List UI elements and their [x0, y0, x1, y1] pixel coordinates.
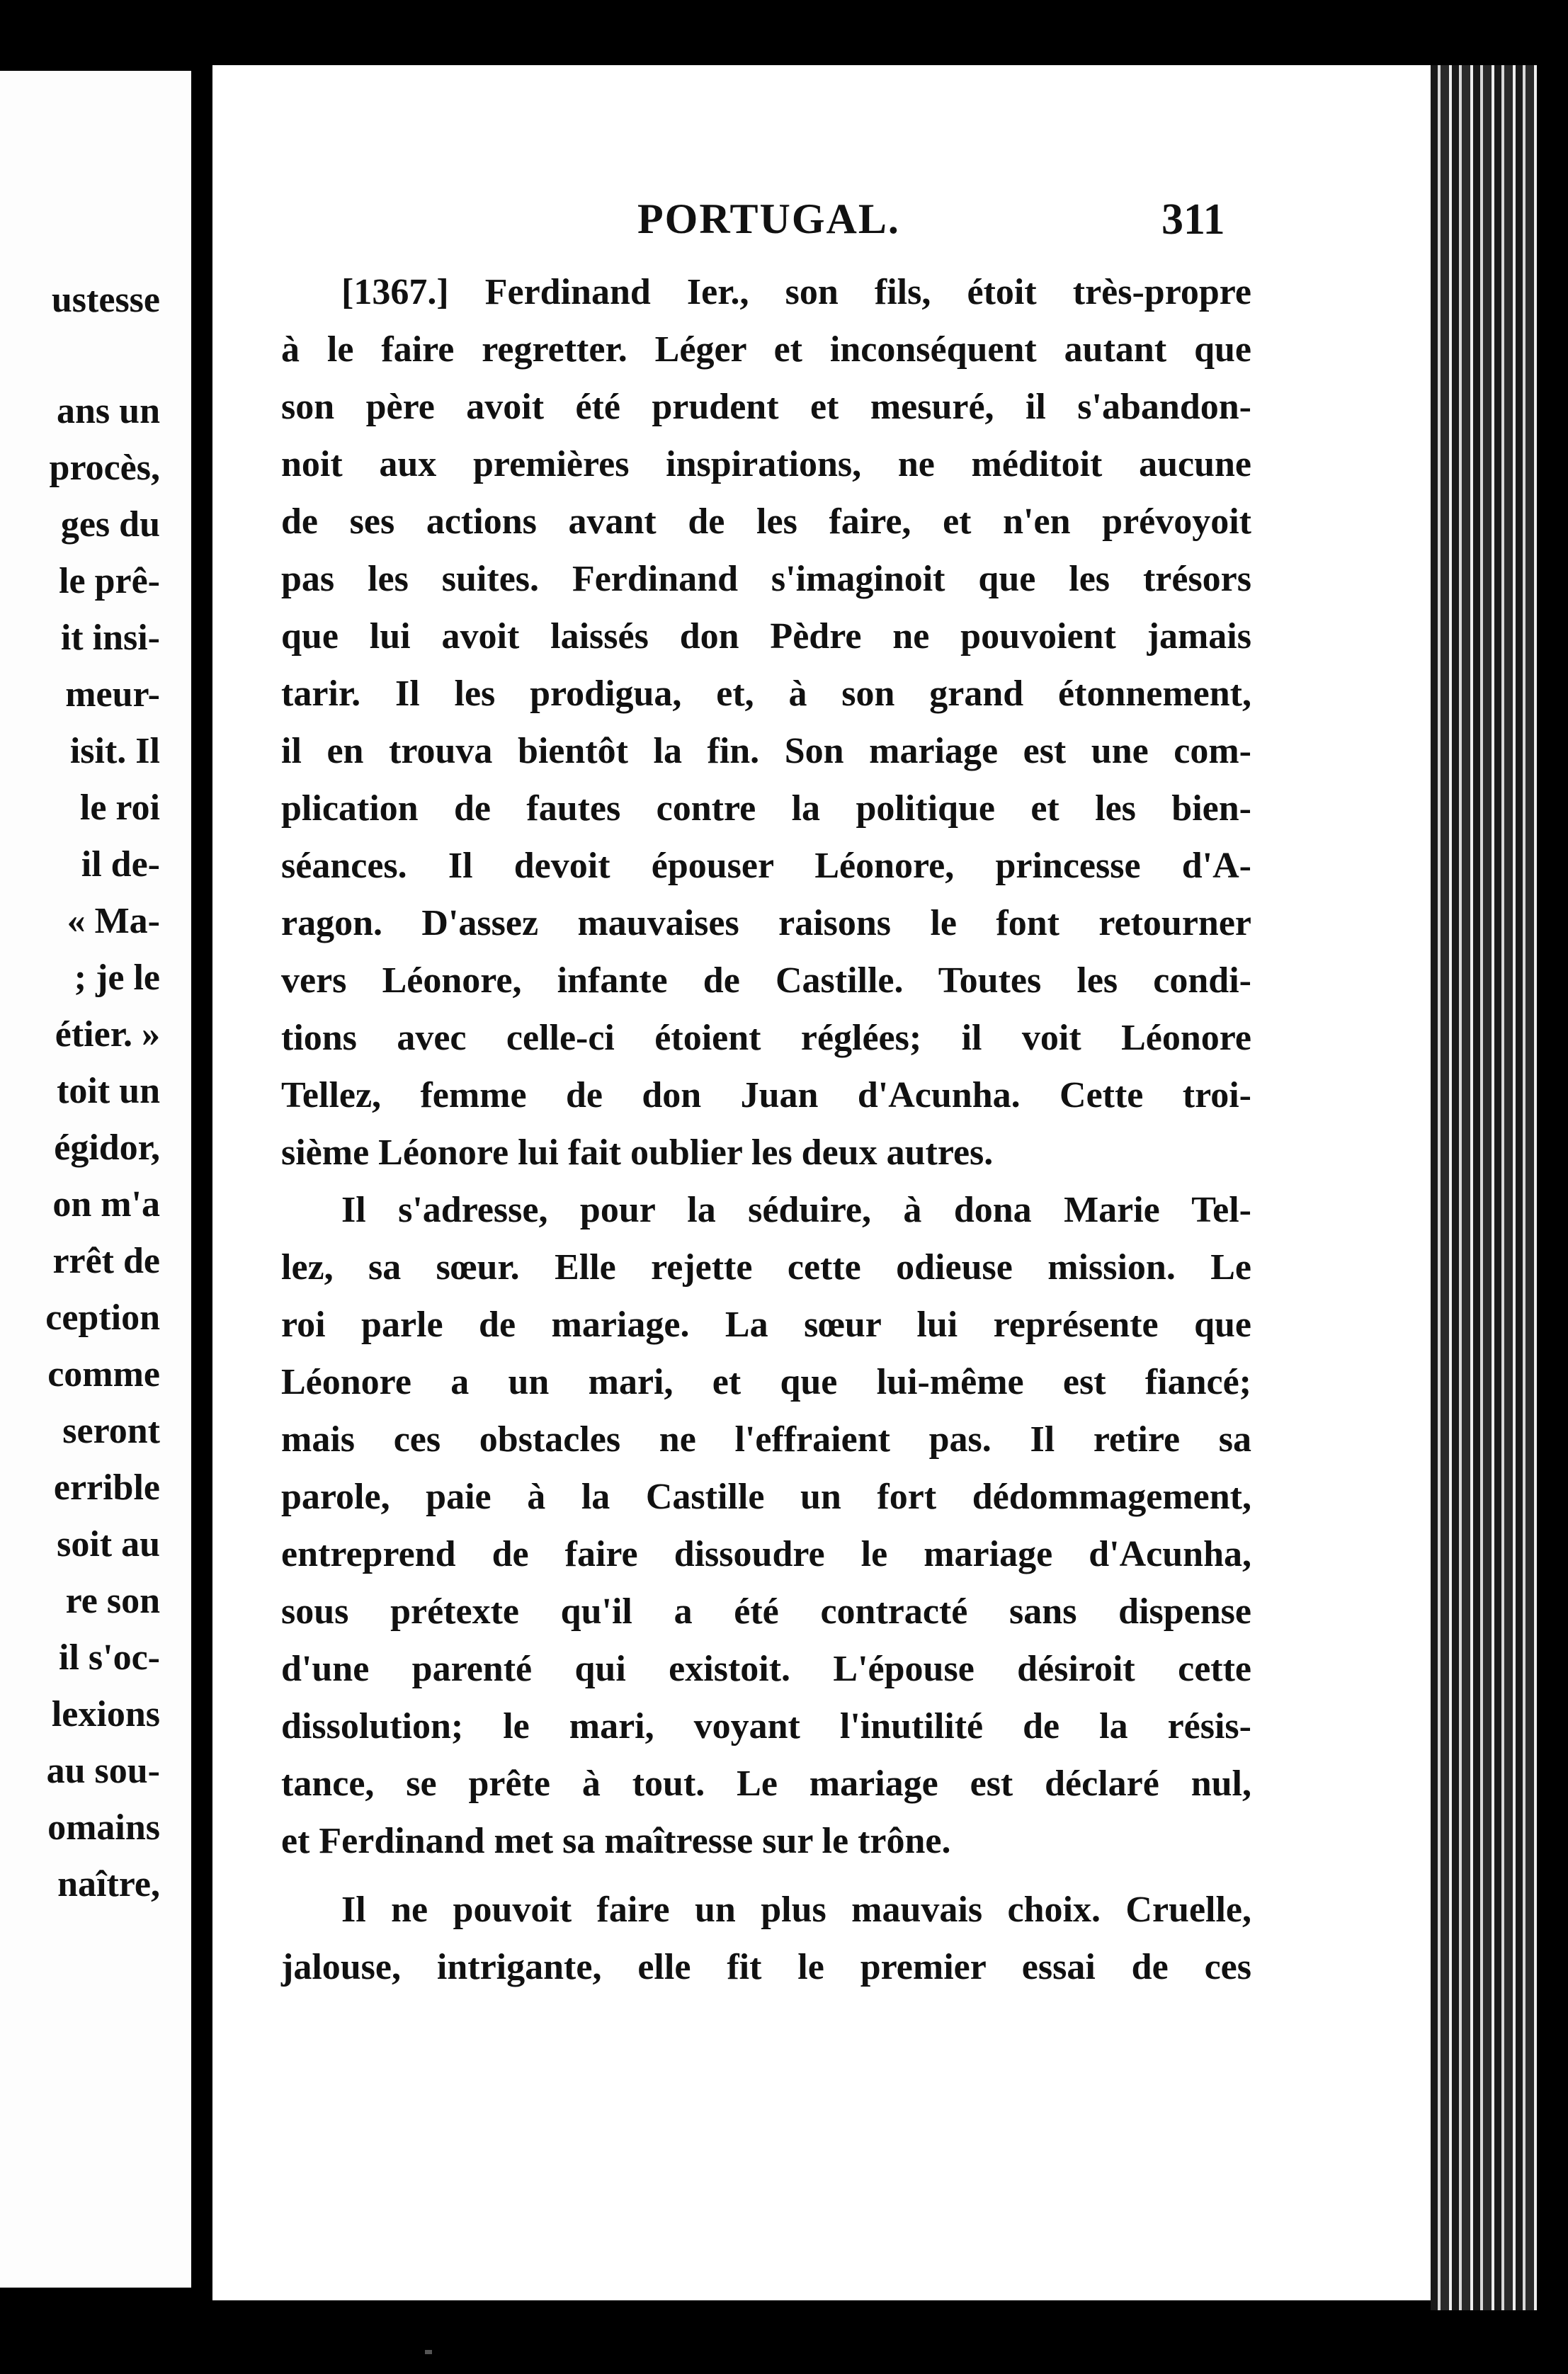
left-page-fragment: il s'oc-	[59, 1637, 160, 1678]
text-line: Il s'adresse, pour la séduire, à dona Marie Tel-	[341, 1190, 1251, 1230]
text-line: mais ces obstacles ne l'effraient pas. Il retire sa	[281, 1419, 1251, 1460]
left-page-fragment: naître,	[57, 1864, 160, 1904]
running-head: PORTUGAL.	[637, 195, 900, 242]
text-line: vers Léonore, infante de Castille. Toutes les condi-	[281, 960, 1251, 1001]
body-text	[281, 263, 1251, 1996]
left-page-fragment: procès,	[49, 448, 160, 488]
text-line: tarir. Il les prodigua, et, à son grand étonnement,	[281, 674, 1251, 714]
scan-speck	[425, 2350, 432, 2354]
text-line: Il ne pouvoit faire un plus mauvais choix. Cruelle,	[341, 1890, 1251, 1930]
paragraph	[281, 263, 1251, 1181]
left-page-fragment: le prê-	[59, 561, 160, 601]
left-page-fragment: ges du	[60, 504, 160, 545]
text-line: dissolution; le mari, voyant l'inutilité de la résis-	[281, 1706, 1251, 1747]
left-page-fragment: re son	[65, 1581, 160, 1621]
text-line: que lui avoit laissés don Pèdre ne pouvoient jamais	[281, 616, 1251, 657]
text-line: sième Léonore lui fait oublier les deux autres.	[281, 1132, 994, 1173]
text-line: plication de fautes contre la politique et les bien-	[281, 788, 1251, 829]
paragraph	[281, 1181, 1251, 1870]
left-page-fragment: le roi	[79, 788, 160, 828]
text-line: il en trouva bientôt la fin. Son mariage est une com-	[281, 731, 1251, 771]
text-line: parole, paie à la Castille un fort dédommagement,	[281, 1477, 1251, 1517]
left-page-fragment: toit un	[57, 1071, 160, 1111]
left-page-fragment: ception	[45, 1297, 160, 1338]
left-page-fragment: omains	[47, 1807, 160, 1848]
left-page-fragment: it insi-	[60, 618, 160, 658]
text-line: jalouse, intrigante, elle fit le premier essai de ces	[281, 1947, 1251, 1987]
text-line: [1367.] Ferdinand Ier., son fils, étoit très-propre	[341, 272, 1251, 312]
left-page-fragment: meur-	[65, 674, 160, 715]
text-line: d'une parenté qui existoit. L'épouse désiroit cette	[281, 1649, 1251, 1689]
book-gutter	[191, 57, 212, 2302]
left-page-fragment: ustesse	[51, 280, 160, 320]
text-line: séances. Il devoit épouser Léonore, princesse d'A-	[281, 846, 1251, 886]
text-line: roi parle de mariage. La sœur lui représente que	[281, 1305, 1251, 1345]
left-page-fragment: on m'a	[52, 1184, 160, 1225]
left-page-fragment: isit. Il	[69, 731, 160, 771]
text-line: son père avoit été prudent et mesuré, il s'abandon-	[281, 387, 1251, 427]
text-line: pas les suites. Ferdinand s'imaginoit que les trésors	[281, 559, 1251, 599]
text-line: noit aux premières inspirations, ne méditoit aucune	[281, 444, 1251, 484]
left-page-fragment: étier. »	[55, 1014, 160, 1055]
text-line: Tellez, femme de don Juan d'Acunha. Cette troi-	[281, 1075, 1251, 1115]
text-line: entreprend de faire dissoudre le mariage d'Acunha,	[281, 1534, 1251, 1574]
text-line: tance, se prête à tout. Le mariage est déclaré nul,	[281, 1764, 1251, 1804]
left-page-fragment: comme	[47, 1354, 160, 1395]
text-line: Léonore a un mari, et que lui-même est fiancé;	[281, 1362, 1251, 1402]
left-page-fragment: il de-	[81, 844, 160, 885]
left-page-fragment: lexions	[51, 1694, 160, 1734]
paragraph-gap	[281, 1870, 1251, 1881]
page-header	[212, 195, 1431, 251]
text-line: de ses actions avant de les faire, et n'en prévoyoit	[281, 501, 1251, 542]
left-page-fragment: « Ma-	[67, 901, 160, 941]
left-page-fragment: ; je le	[74, 958, 160, 998]
text-line: ragon. D'assez mauvaises raisons le font retourner	[281, 903, 1251, 943]
left-page-fragment: au sou-	[46, 1751, 160, 1791]
text-line: tions avec celle-ci étoient réglées; il voit Léonore	[281, 1018, 1251, 1058]
left-page-fragment: ans un	[57, 391, 160, 431]
paragraph	[281, 1881, 1251, 1996]
left-page-fragment: errible	[53, 1467, 160, 1508]
left-page-fragment: seront	[62, 1411, 160, 1451]
text-line: à le faire regretter. Léger et inconséquent autant que	[281, 329, 1251, 370]
text-line: lez, sa sœur. Elle rejette cette odieuse mission. Le	[281, 1247, 1251, 1288]
text-line: et Ferdinand met sa maîtresse sur le trône.	[281, 1821, 951, 1861]
left-page-fragment: rrêt de	[52, 1241, 160, 1281]
text-line: sous prétexte qu'il a été contracté sans dispense	[281, 1591, 1251, 1632]
left-facing-page	[0, 71, 191, 2288]
page-number: 311	[1161, 195, 1225, 244]
left-page-fragment: égidor,	[54, 1128, 160, 1168]
left-page-fragment: soit au	[57, 1524, 160, 1564]
page-edges	[1431, 65, 1537, 2310]
